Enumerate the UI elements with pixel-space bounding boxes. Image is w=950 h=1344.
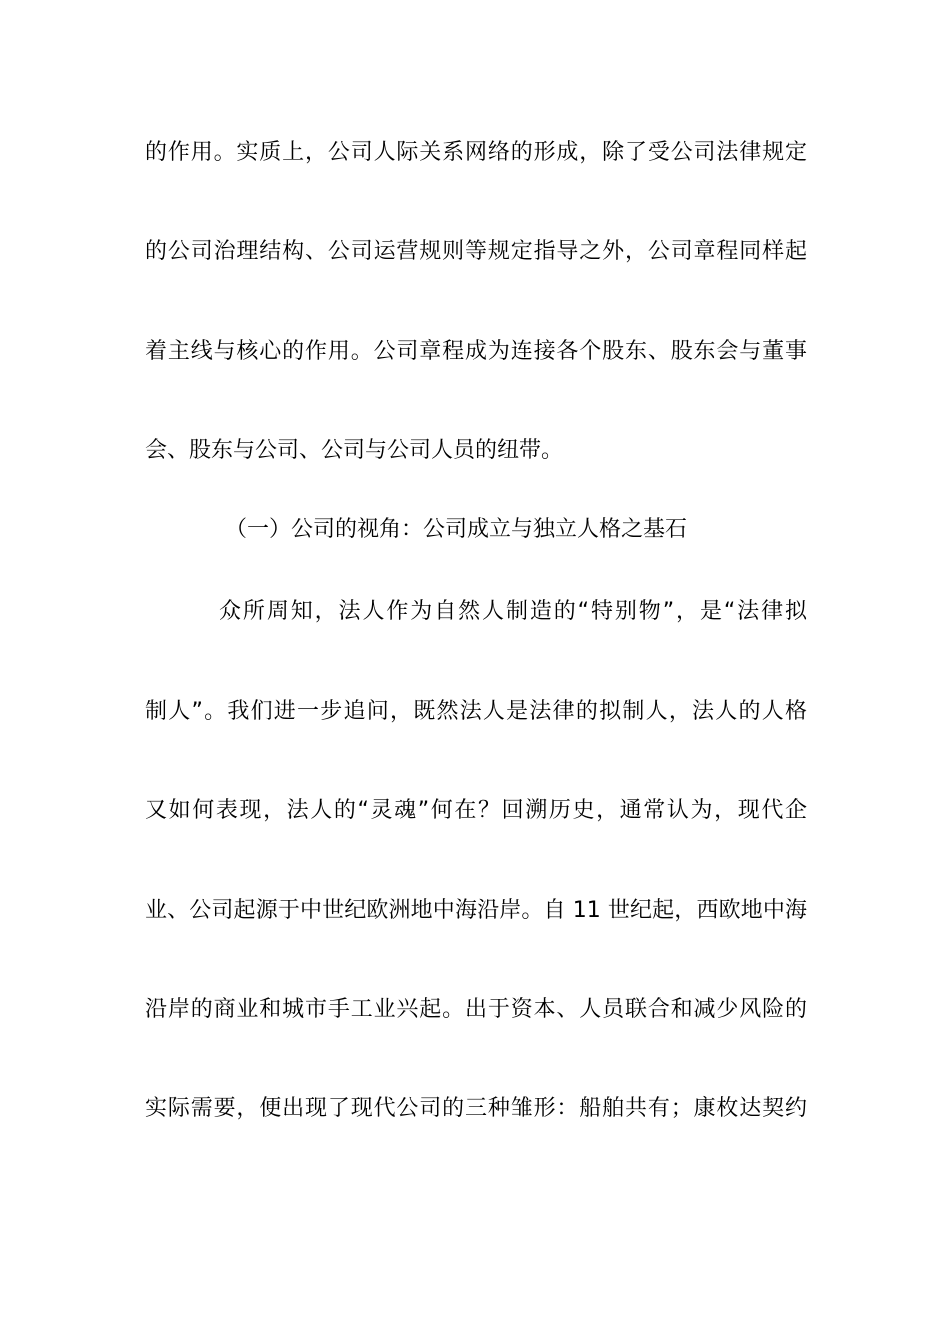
paragraph-1-line-3: 着主线与核心的作用。公司章程成为连接各个股东、股东会与董事 <box>145 339 807 364</box>
section-heading: （一）公司的视角：公司成立与独立人格之基石 <box>225 517 688 542</box>
paragraph-2-line-4: 业、公司起源于中世纪欧洲地中海沿岸。自 11 世纪起，西欧地中海 <box>145 898 807 923</box>
paragraph-2-line-6: 实际需要，便出现了现代公司的三种雏形：船舶共有；康枚达契约 <box>145 1096 807 1121</box>
paragraph-2-line-2: 制人”。我们进一步追问，既然法人是法律的拟制人，法人的人格 <box>145 699 807 724</box>
paragraph-1-line-1: 的作用。实质上，公司人际关系网络的形成，除了受公司法律规定 <box>145 140 807 165</box>
paragraph-2-line-1: 众所周知，法人作为自然人制造的“特别物”，是“法律拟 <box>219 599 807 624</box>
paragraph-2-line-3: 又如何表现，法人的“灵魂”何在？回溯历史，通常认为，现代企 <box>145 798 807 823</box>
paragraph-1-line-4: 会、股东与公司、公司与公司人员的纽带。 <box>145 438 564 463</box>
paragraph-2-line-5: 沿岸的商业和城市手工业兴起。出于资本、人员联合和减少风险的 <box>145 997 807 1022</box>
paragraph-1-line-2: 的公司治理结构、公司运营规则等规定指导之外，公司章程同样起 <box>145 239 807 264</box>
